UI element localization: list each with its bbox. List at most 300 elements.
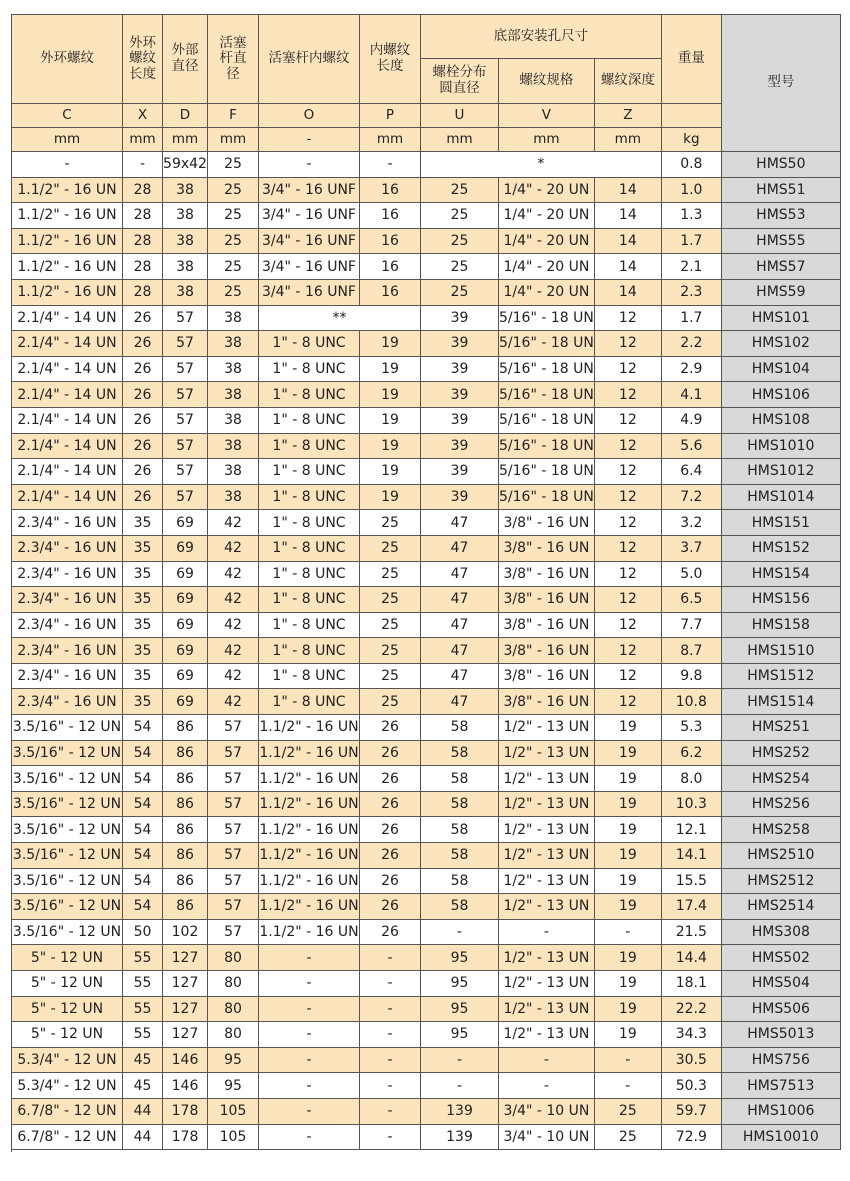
cell-weight: 9.8 (661, 663, 721, 689)
cell-rod-inner-thread: 1" - 8 UNC (259, 356, 360, 382)
table-row (12, 1073, 841, 1099)
cell-rod-inner-thread: 3/4" - 16 UNF (259, 254, 360, 280)
cell-weight: 2.2 (661, 331, 721, 357)
cell-inner-thread-length: 26 (360, 715, 421, 741)
cell-rod-inner-thread: - (259, 971, 360, 997)
cell-rod-inner-thread: 1.1/2" - 16 UN (259, 868, 360, 894)
cell-thread-depth: 12 (594, 535, 661, 561)
cell-weight: 4.9 (661, 407, 721, 433)
cell-rod-diameter: 25 (208, 203, 259, 229)
cell-thread-spec: 1/2" - 13 UN (499, 894, 595, 920)
cell-bolt-circle-diameter: 58 (421, 791, 499, 817)
cell-outer-thread: 6.7/8" - 12 UN (12, 1098, 123, 1124)
cell-outer-thread: 5.3/4" - 12 UN (12, 1073, 123, 1099)
table-row (12, 459, 841, 485)
cell-weight: 3.2 (661, 510, 721, 536)
cell-inner-thread-length: 25 (360, 535, 421, 561)
cell-thread-depth: 25 (594, 1124, 661, 1150)
cell-model: HMS2512 (721, 868, 840, 894)
cell-model: HMS254 (721, 766, 840, 792)
cell-thread-spec: 1/4" - 20 UN (499, 177, 595, 203)
cell-outer-diameter: 69 (163, 612, 208, 638)
cell-thread-depth: 12 (594, 484, 661, 510)
cell-weight: 1.0 (661, 177, 721, 203)
cell-model: HMS1006 (721, 1098, 840, 1124)
cell-rod-diameter: 25 (208, 177, 259, 203)
cell-rod-diameter: 95 (208, 1073, 259, 1099)
cell-thread-length: 54 (123, 817, 163, 843)
cell-outer-diameter: 57 (163, 356, 208, 382)
table-row (12, 177, 841, 203)
cell-outer-diameter: 127 (163, 996, 208, 1022)
cell-thread-spec: 5/16" - 18 UN (499, 331, 595, 357)
cell-thread-length: 54 (123, 740, 163, 766)
table-row (12, 689, 841, 715)
cell-thread-length: 45 (123, 1073, 163, 1099)
cell-thread-spec: 1/2" - 13 UN (499, 766, 595, 792)
cell-model: HMS53 (721, 203, 840, 229)
cell-inner-thread-length: - (360, 1047, 421, 1073)
cell-model: HMS101 (721, 305, 840, 331)
cell-thread-depth: 12 (594, 612, 661, 638)
cell-rod-diameter: 38 (208, 305, 259, 331)
cell-weight: 17.4 (661, 894, 721, 920)
cell-outer-thread: 2.3/4" - 16 UN (12, 561, 123, 587)
cell-thread-depth: 19 (594, 868, 661, 894)
cell-outer-diameter: 69 (163, 510, 208, 536)
cell-rod-diameter: 42 (208, 663, 259, 689)
cell-rod-inner-thread: 1.1/2" - 16 UN (259, 740, 360, 766)
cell-outer-diameter: 127 (163, 945, 208, 971)
cell-thread-spec: 3/8" - 16 UN (499, 561, 595, 587)
cell-rod-diameter: 38 (208, 433, 259, 459)
cell-outer-thread: 2.1/4" - 14 UN (12, 407, 123, 433)
cell-outer-diameter: 57 (163, 433, 208, 459)
cell-outer-thread: 2.1/4" - 14 UN (12, 484, 123, 510)
cell-outer-diameter: 127 (163, 971, 208, 997)
table-row (12, 587, 841, 613)
cell-rod-inner-thread: 1" - 8 UNC (259, 459, 360, 485)
cell-thread-length: 26 (123, 407, 163, 433)
cell-thread-depth: 19 (594, 971, 661, 997)
cell-thread-depth: 12 (594, 587, 661, 613)
cell-bolt-circle-diameter: 25 (421, 279, 499, 305)
cell-thread-length: 26 (123, 356, 163, 382)
cell-weight: 10.8 (661, 689, 721, 715)
cell-inner-thread-length: 25 (360, 510, 421, 536)
cell-model: HMS504 (721, 971, 840, 997)
cell-rod-inner-thread: 1" - 8 UNC (259, 535, 360, 561)
cell-inner-thread-length: 16 (360, 254, 421, 280)
cell-model: HMS1012 (721, 459, 840, 485)
cell-weight: 72.9 (661, 1124, 721, 1150)
cell-bolt-circle-diameter: - (421, 1047, 499, 1073)
symbol-X: X (123, 104, 163, 128)
cell-thread-depth: 19 (594, 817, 661, 843)
cell-inner-thread-length: 25 (360, 612, 421, 638)
cell-rod-diameter: 42 (208, 587, 259, 613)
cell-thread-length: 55 (123, 945, 163, 971)
header-F-name (208, 15, 259, 104)
cell-thread-spec: 1/2" - 13 UN (499, 740, 595, 766)
cell-outer-diameter: 127 (163, 1022, 208, 1048)
cell-thread-depth: 14 (594, 177, 661, 203)
header-unit-row (12, 128, 841, 152)
cell-inner-thread-length: 26 (360, 817, 421, 843)
cell-rod-inner-thread: - (259, 945, 360, 971)
cell-thread-spec: 3/8" - 16 UN (499, 510, 595, 536)
cell-thread-spec: 1/2" - 13 UN (499, 1022, 595, 1048)
header-D-name (163, 15, 208, 104)
cell-outer-thread: 2.1/4" - 14 UN (12, 305, 123, 331)
cell-outer-thread: 1.1/2" - 16 UN (12, 279, 123, 305)
cell-rod-inner-thread: 3/4" - 16 UNF (259, 203, 360, 229)
cell-outer-thread: 1.1/2" - 16 UN (12, 177, 123, 203)
cell-model: HMS59 (721, 279, 840, 305)
cell-model: HMS1014 (721, 484, 840, 510)
unit-X: mm (123, 128, 163, 152)
cell-thread-spec: 1/2" - 13 UN (499, 996, 595, 1022)
cell-model: HMS2514 (721, 894, 840, 920)
cell-rod-inner-thread: - (259, 1124, 360, 1150)
cell-model: HMS1010 (721, 433, 840, 459)
cell-thread-depth: 19 (594, 715, 661, 741)
cell-outer-thread: 1.1/2" - 16 UN (12, 228, 123, 254)
cell-thread-spec: 3/4" - 10 UN (499, 1098, 595, 1124)
cell-thread-spec: 1/2" - 13 UN (499, 868, 595, 894)
cell-model: HMS308 (721, 919, 840, 945)
cell-rod-diameter: 25 (208, 254, 259, 280)
table-row (12, 868, 841, 894)
cell-outer-diameter: 69 (163, 663, 208, 689)
cell-thread-length: - (123, 152, 163, 178)
cell-thread-spec: 1/2" - 13 UN (499, 715, 595, 741)
cell-thread-length: 54 (123, 766, 163, 792)
cell-inner-thread-length: - (360, 996, 421, 1022)
unit-Z: mm (594, 128, 661, 152)
cell-outer-thread: 2.3/4" - 16 UN (12, 663, 123, 689)
header-C-name: 外环螺纹 (12, 15, 123, 104)
cell-thread-length: 44 (123, 1098, 163, 1124)
symbol-weight-blank (661, 104, 721, 128)
symbol-Z: Z (594, 104, 661, 128)
table-row (12, 1022, 841, 1048)
cell-thread-spec: 1/2" - 13 UN (499, 945, 595, 971)
cell-weight: 50.3 (661, 1073, 721, 1099)
table-row (12, 1124, 841, 1150)
table-row (12, 715, 841, 741)
cell-outer-diameter: 86 (163, 766, 208, 792)
cell-outer-diameter: 69 (163, 689, 208, 715)
cell-rod-diameter: 38 (208, 331, 259, 357)
table-row (12, 382, 841, 408)
table-row (12, 510, 841, 536)
cell-thread-length: 54 (123, 715, 163, 741)
cell-outer-diameter: 86 (163, 894, 208, 920)
cell-model: HMS158 (721, 612, 840, 638)
cell-bolt-circle-diameter: 39 (421, 459, 499, 485)
table-row (12, 894, 841, 920)
symbol-C: C (12, 104, 123, 128)
cell-outer-diameter: 86 (163, 715, 208, 741)
cell-outer-diameter: 57 (163, 331, 208, 357)
cell-weight: 5.0 (661, 561, 721, 587)
cell-rod-inner-thread: 1.1/2" - 16 UN (259, 843, 360, 869)
cell-model: HMS57 (721, 254, 840, 280)
cell-rod-diameter: 57 (208, 843, 259, 869)
cell-outer-diameter: 102 (163, 919, 208, 945)
cell-weight: 8.0 (661, 766, 721, 792)
table-row (12, 356, 841, 382)
header-U-name (421, 59, 499, 104)
cell-rod-diameter: 80 (208, 1022, 259, 1048)
cell-thread-depth: 19 (594, 996, 661, 1022)
cell-rod-diameter: 42 (208, 638, 259, 664)
unit-V: mm (499, 128, 595, 152)
cell-rod-inner-thread: 1.1/2" - 16 UN (259, 919, 360, 945)
cell-bolt-circle-diameter: 25 (421, 203, 499, 229)
cell-weight: 2.1 (661, 254, 721, 280)
cell-bolt-circle-diameter: 25 (421, 177, 499, 203)
cell-thread-depth: 12 (594, 663, 661, 689)
cell-weight: 18.1 (661, 971, 721, 997)
cell-bolt-circle-diameter: 58 (421, 817, 499, 843)
cell-weight: 6.2 (661, 740, 721, 766)
cell-outer-diameter: 38 (163, 177, 208, 203)
cell-outer-thread: 3.5/16" - 12 UN (12, 919, 123, 945)
cell-rod-diameter: 38 (208, 356, 259, 382)
unit-D: mm (163, 128, 208, 152)
header-weight-name: 重量 (661, 15, 721, 104)
table-row (12, 484, 841, 510)
cell-thread-depth: - (594, 919, 661, 945)
cell-weight: 8.7 (661, 638, 721, 664)
cell-thread-depth: 12 (594, 356, 661, 382)
cell-model: HMS154 (721, 561, 840, 587)
cell-model: HMS1510 (721, 638, 840, 664)
symbol-P: P (360, 104, 421, 128)
cell-bolt-circle-diameter: 47 (421, 663, 499, 689)
cell-rod-inner-thread: - (259, 1098, 360, 1124)
cell-weight: 2.9 (661, 356, 721, 382)
cell-thread-length: 54 (123, 868, 163, 894)
cell-thread-length: 35 (123, 638, 163, 664)
cell-weight: 6.5 (661, 587, 721, 613)
cell-outer-thread: 5" - 12 UN (12, 945, 123, 971)
cell-weight: 34.3 (661, 1022, 721, 1048)
cell-thread-spec: 5/16" - 18 UN (499, 433, 595, 459)
table-row (12, 919, 841, 945)
unit-F: mm (208, 128, 259, 152)
cell-inner-thread-length: 26 (360, 766, 421, 792)
cell-model: HMS502 (721, 945, 840, 971)
cell-outer-thread: 5" - 12 UN (12, 1022, 123, 1048)
cell-model: HMS55 (721, 228, 840, 254)
cell-model: HMS1514 (721, 689, 840, 715)
cell-rod-diameter: 25 (208, 152, 259, 178)
cell-thread-depth: 12 (594, 407, 661, 433)
cell-thread-depth: 12 (594, 305, 661, 331)
cell-inner-thread-length: - (360, 152, 421, 178)
cell-thread-spec: - (499, 1073, 595, 1099)
cell-outer-thread: 2.1/4" - 14 UN (12, 382, 123, 408)
cell-rod-diameter: 57 (208, 894, 259, 920)
cell-weight: 59.7 (661, 1098, 721, 1124)
cell-weight: 1.7 (661, 305, 721, 331)
cell-rod-inner-thread: 1" - 8 UNC (259, 663, 360, 689)
cell-model: HMS506 (721, 996, 840, 1022)
cell-outer-diameter: 38 (163, 279, 208, 305)
cell-outer-thread: 1.1/2" - 16 UN (12, 254, 123, 280)
cell-thread-length: 54 (123, 843, 163, 869)
cell-outer-diameter: 38 (163, 228, 208, 254)
cell-rod-inner-thread: 1.1/2" - 16 UN (259, 894, 360, 920)
cell-thread-spec: 1/4" - 20 UN (499, 254, 595, 280)
symbol-O: O (259, 104, 360, 128)
cell-model: HMS50 (721, 152, 840, 178)
cell-inner-thread-length: 19 (360, 382, 421, 408)
cell-thread-spec: 5/16" - 18 UN (499, 356, 595, 382)
cell-inner-thread-length: 16 (360, 279, 421, 305)
cell-thread-length: 28 (123, 279, 163, 305)
cell-rod-inner-thread: - (259, 152, 360, 178)
table-row (12, 663, 841, 689)
cell-outer-diameter: 69 (163, 587, 208, 613)
cell-rod-diameter: 42 (208, 689, 259, 715)
cell-rod-diameter: 105 (208, 1098, 259, 1124)
cell-thread-length: 54 (123, 894, 163, 920)
cell-thread-spec: 1/2" - 13 UN (499, 791, 595, 817)
cell-thread-spec: 3/8" - 16 UN (499, 535, 595, 561)
cell-weight: 22.2 (661, 996, 721, 1022)
cell-rod-inner-thread: 1" - 8 UNC (259, 331, 360, 357)
cell-outer-diameter: 86 (163, 791, 208, 817)
cell-thread-spec: 3/4" - 10 UN (499, 1124, 595, 1150)
header-X-name (123, 15, 163, 104)
cell-thread-spec: 1/4" - 20 UN (499, 228, 595, 254)
cell-bolt-circle-diameter: 47 (421, 689, 499, 715)
cell-thread-length: 26 (123, 331, 163, 357)
cell-inner-thread-length: 25 (360, 561, 421, 587)
cell-rod-inner-thread: - (259, 996, 360, 1022)
cell-thread-depth: 19 (594, 894, 661, 920)
cell-bolt-circle-diameter: 95 (421, 945, 499, 971)
unit-U: mm (421, 128, 499, 152)
cell-thread-depth: 12 (594, 561, 661, 587)
table-row (12, 305, 841, 331)
cell-outer-diameter: 146 (163, 1073, 208, 1099)
table-row (12, 279, 841, 305)
table-row (12, 638, 841, 664)
cell-bolt-circle-diameter: 58 (421, 766, 499, 792)
cell-thread-length: 28 (123, 254, 163, 280)
cell-outer-thread: 3.5/16" - 12 UN (12, 894, 123, 920)
cell-outer-thread: 2.3/4" - 16 UN (12, 535, 123, 561)
header-symbol-row (12, 104, 841, 128)
cell-inner-thread-length: 26 (360, 919, 421, 945)
cell-inner-thread-length: 26 (360, 868, 421, 894)
cell-thread-depth: 12 (594, 459, 661, 485)
spec-table (11, 14, 841, 1150)
cell-rod-inner-thread: 1" - 8 UNC (259, 689, 360, 715)
cell-rod-inner-thread: 1" - 8 UNC (259, 484, 360, 510)
cell-bolt-circle-diameter: 58 (421, 715, 499, 741)
cell-rod-diameter: 42 (208, 535, 259, 561)
cell-inner-thread-length: - (360, 1022, 421, 1048)
cell-inner-thread-length: - (360, 1098, 421, 1124)
cell-thread-spec: 1/2" - 13 UN (499, 971, 595, 997)
cell-bolt-circle-diameter: 58 (421, 868, 499, 894)
table-row (12, 1047, 841, 1073)
cell-thread-spec: 1/4" - 20 UN (499, 279, 595, 305)
cell-thread-spec: 5/16" - 18 UN (499, 459, 595, 485)
cell-model: HMS104 (721, 356, 840, 382)
cell-inner-thread-length: 19 (360, 484, 421, 510)
cell-bolt-circle-diameter: 47 (421, 561, 499, 587)
cell-outer-thread: 2.3/4" - 16 UN (12, 689, 123, 715)
cell-thread-spec: 5/16" - 18 UN (499, 407, 595, 433)
cell-thread-depth: 19 (594, 791, 661, 817)
cell-rod-inner-thread: 1" - 8 UNC (259, 587, 360, 613)
cell-rod-diameter: 57 (208, 919, 259, 945)
table-row (12, 817, 841, 843)
cell-weight: 14.4 (661, 945, 721, 971)
cell-thread-depth: 19 (594, 843, 661, 869)
table-header (12, 15, 841, 152)
cell-bolt-circle-diameter: - (421, 919, 499, 945)
cell-thread-depth: 14 (594, 228, 661, 254)
cell-bolt-circle-diameter: 39 (421, 356, 499, 382)
cell-rod-diameter: 57 (208, 791, 259, 817)
cell-inner-thread-length: 26 (360, 791, 421, 817)
cell-thread-length: 26 (123, 305, 163, 331)
cell-model: HMS2510 (721, 843, 840, 869)
cell-thread-length: 35 (123, 587, 163, 613)
cell-thread-depth: 12 (594, 382, 661, 408)
cell-weight: 3.7 (661, 535, 721, 561)
cell-weight: 4.1 (661, 382, 721, 408)
cell-outer-diameter: 69 (163, 535, 208, 561)
cell-weight: 30.5 (661, 1047, 721, 1073)
cell-thread-depth: 12 (594, 510, 661, 536)
cell-thread-depth: 25 (594, 1098, 661, 1124)
cell-outer-thread: 2.3/4" - 16 UN (12, 587, 123, 613)
table-body (12, 152, 841, 1150)
cell-inner-thread-length: 25 (360, 663, 421, 689)
cell-bolt-circle-diameter: 25 (421, 228, 499, 254)
table-row (12, 1098, 841, 1124)
cell-rod-diameter: 38 (208, 459, 259, 485)
cell-outer-diameter: 38 (163, 254, 208, 280)
cell-weight: 15.5 (661, 868, 721, 894)
header-X-text: 外环螺纹长度 (129, 34, 156, 82)
cell-model: HMS156 (721, 587, 840, 613)
cell-thread-length: 54 (123, 791, 163, 817)
cell-model: HMS151 (721, 510, 840, 536)
cell-rod-diameter: 38 (208, 407, 259, 433)
cell-inner-thread-length: - (360, 1124, 421, 1150)
cell-outer-thread: 1.1/2" - 16 UN (12, 203, 123, 229)
cell-bolt-circle-diameter: 39 (421, 382, 499, 408)
cell-outer-thread: 2.1/4" - 14 UN (12, 459, 123, 485)
cell-inner-thread-length: - (360, 1073, 421, 1099)
cell-rod-inner-thread: 1.1/2" - 16 UN (259, 817, 360, 843)
cell-model: HMS106 (721, 382, 840, 408)
cell-model: HMS251 (721, 715, 840, 741)
cell-outer-diameter: 86 (163, 740, 208, 766)
cell-rod-diameter: 25 (208, 279, 259, 305)
table-row (12, 612, 841, 638)
